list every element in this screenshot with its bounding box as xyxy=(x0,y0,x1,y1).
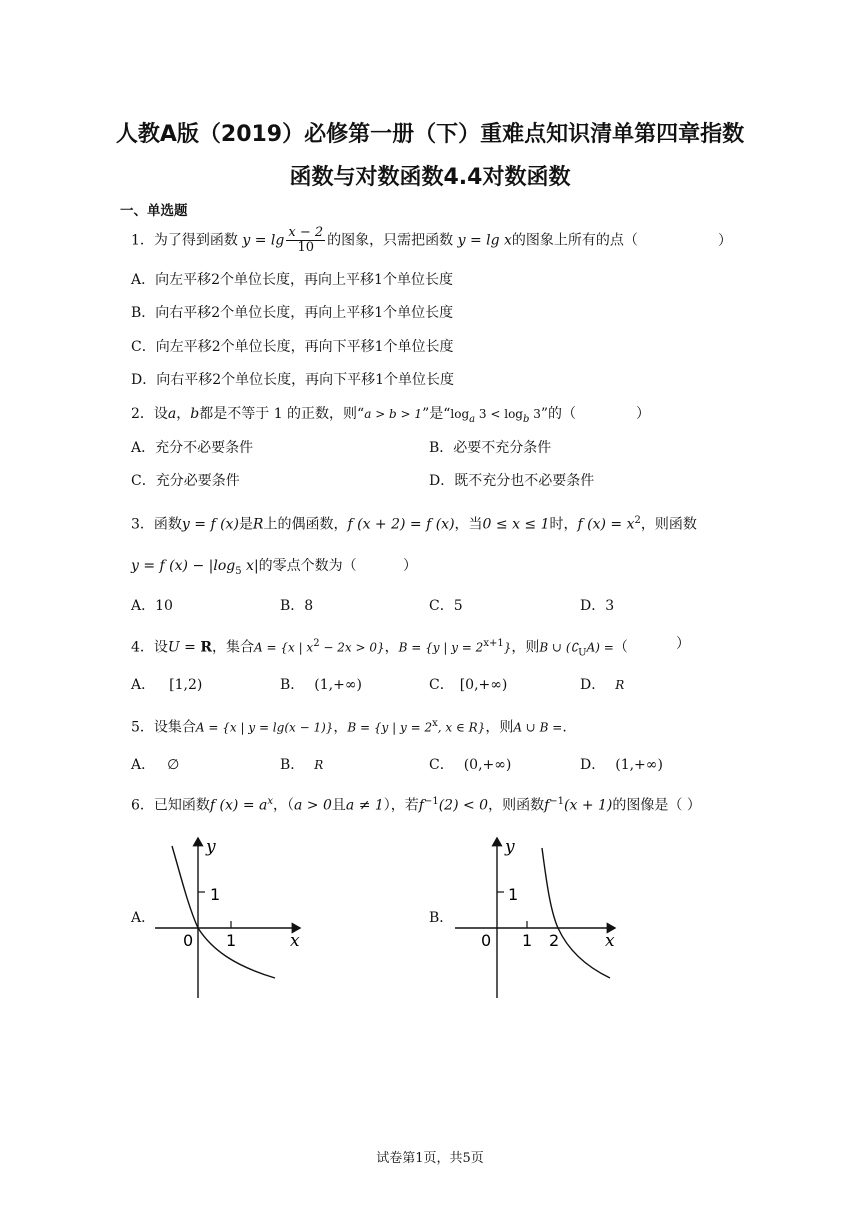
q4-option-d: D． R xyxy=(580,677,625,693)
q1-option-c: C．向左平移2个单位长度，再向下平移1个单位长度 xyxy=(131,339,454,355)
graph-a xyxy=(150,828,320,1000)
question-4: 4．设U = R，集合A = {x | $x^2 - 2x > 0$}，B = {y | $y = 2^{x+1}$}，则B ∪ $(∁_UA)$ =（ xyxy=(131,638,628,659)
question-2-close: ） xyxy=(636,406,650,422)
graph-b-x-label: x xyxy=(605,931,615,951)
graph-b-tick-y: 1 xyxy=(508,885,519,904)
q1-option-b: B．向右平移2个单位长度，再向上平移1个单位长度 xyxy=(131,305,454,321)
question-6: 6．已知函数f $(x) = a^x$，（a > 0且a ≠ 1），若$f^{-1}(2) < 0$，则函数$f^{-1}(x + 1)$的图像是（ ） xyxy=(131,796,701,814)
q4-option-c: C． [0,+∞) xyxy=(429,677,508,693)
graph-b-tick-x2: 2 xyxy=(549,931,560,950)
graph-a-x-label: x xyxy=(290,931,300,951)
doc-title-line1: 人教A版（2019）必修第一册（下）重难点知识清单第四章指数 xyxy=(115,122,745,147)
q3-option-c: C．5 xyxy=(429,598,463,614)
q2-option-a: A．充分不必要条件 xyxy=(131,440,254,456)
question-1-close: ） xyxy=(718,233,732,249)
question-3-line1: 3．函数y = f (x)是R上的偶函数，f (x + 2) = f (x)，当0 ≤ x ≤ 1时，f $(x) = x^2$，则函数 xyxy=(131,515,697,533)
q1-option-a: A．向左平移2个单位长度，再向上平移1个单位长度 xyxy=(131,272,453,288)
question-4-close: ） xyxy=(676,636,690,652)
page-footer: 试卷第1页，共5页 xyxy=(376,1151,484,1166)
q5-option-d: D． (1,+∞) xyxy=(580,757,663,773)
q5-option-c: C． (0,+∞) xyxy=(429,757,512,773)
graph-a-curve xyxy=(172,846,275,978)
q3-option-a: A．10 xyxy=(131,598,173,614)
question-5: 5．设集合A = {x | y = lg(x − 1)}，B = {y | $y = 2^x$, x ∈ R}，则A ∪ B =. xyxy=(131,718,567,736)
graph-b xyxy=(450,828,630,1000)
graph-a-origin: 0 xyxy=(183,931,194,950)
q3-option-b: B．8 xyxy=(280,598,314,614)
q6-option-b-label: B． xyxy=(429,910,454,926)
section-heading: 一、单选题 xyxy=(120,203,188,219)
graph-a-y-label: y xyxy=(206,837,216,857)
graph-b-y-label: y xyxy=(505,837,515,857)
q2-option-d: D．既不充分也不必要条件 xyxy=(429,473,595,489)
graph-a-tick-y: 1 xyxy=(210,885,221,904)
graph-b-origin: 0 xyxy=(481,931,492,950)
graph-b-tick-x1: 1 xyxy=(522,931,533,950)
q2-option-b: B．必要不充分条件 xyxy=(429,440,552,456)
q6-option-a-label: A． xyxy=(131,910,156,926)
q3-option-d: D．3 xyxy=(580,598,615,614)
q4-option-b: B． (1,+∞) xyxy=(280,677,362,693)
q4-option-a: A． [1,2) xyxy=(131,677,203,693)
q2-option-c: C．充分必要条件 xyxy=(131,473,240,489)
graph-b-curve xyxy=(542,848,610,978)
doc-title-line2: 函数与对数函数4.4对数函数 xyxy=(289,165,571,190)
question-3-close: ） xyxy=(403,558,417,574)
q5-option-a: A． ∅ xyxy=(131,757,180,773)
q1-option-d: D．向右平移2个单位长度，再向下平移1个单位长度 xyxy=(131,372,455,388)
question-1: 1．为了得到函数 y = lg $\frac{x - 2}{10}$ 的图象，只需把函数 y = lg x的图象上所有的点（ xyxy=(131,225,638,255)
graph-a-tick-x: 1 xyxy=(226,931,237,950)
q5-option-b: B． R xyxy=(280,757,324,773)
question-3-line2: y = f $(x) - |\log_5$ x|的零点个数为（ xyxy=(131,558,357,577)
question-2: 2．设a，b都是不等于 1 的正数，则“a > b > 1”是“$\log_a$ $3 < \log_b 3$”的（ xyxy=(131,406,577,425)
